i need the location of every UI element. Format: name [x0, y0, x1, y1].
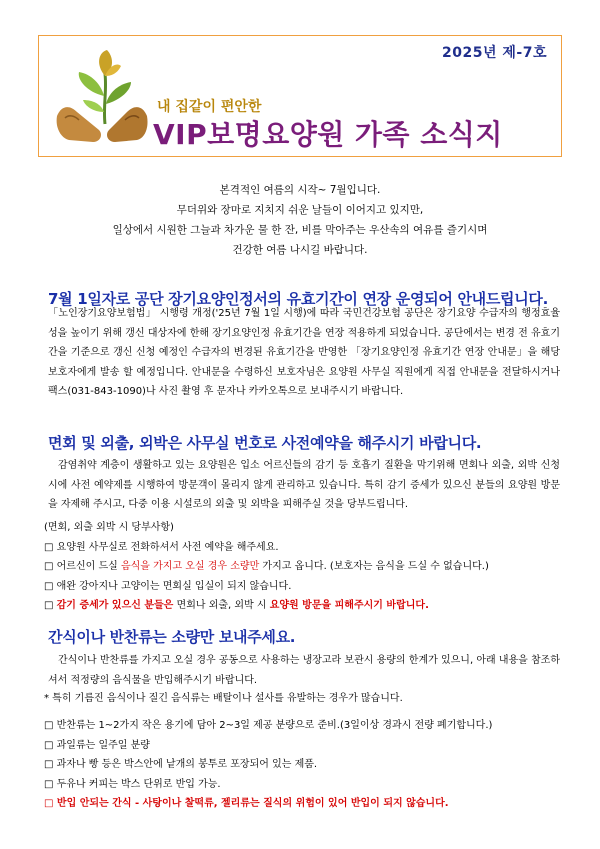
greeting-line: 건강한 여름 나시길 바랍니다.: [232, 244, 368, 256]
section-title-visit: 면회 및 외출, 외박은 사무실 번호로 사전예약을 해주시기 바랍니다.: [48, 434, 482, 452]
greeting: [40, 180, 560, 260]
snack-note: [44, 689, 564, 709]
list-item-warning: □ 반입 안되는 간식 - 사탕이나 찰떡류, 젤리류는 질식의 위험이 있어 반입이 되지 않습니다.: [44, 798, 449, 809]
greeting-line: 본격적인 여름의 시작~ 7월입니다.: [219, 184, 381, 196]
highlight-text: 요양원 방문을 피해주시기 바랍니다.: [269, 600, 429, 611]
newsletter-header: [38, 35, 562, 157]
note-text: * 특히 기름진 음식이나 질긴 음식류는 배탈이나 설사를 유발하는 경우가 많습니다.: [44, 693, 403, 704]
list-item: □ 감기 증세가 있으신 분들은 면회나 외출, 외박 시 요양원 방문을 피해주시기 바랍니다.: [44, 600, 429, 611]
list-item: □ 애완 강아지나 고양이는 면회실 입실이 되지 않습니다.: [44, 580, 292, 592]
slogan: 내 집같이 편안한: [157, 99, 262, 115]
list-item: □ 두유나 커피는 박스 단위로 반입 가능.: [44, 778, 221, 790]
section-body-validity: 「노인장기요양보험법」 시행령 개정('25년 7월 1일 시행)에 따라 국민건강보험 공단은 장기요양 수급자의 행정효율성을 높이기 위해 갱신 대상자에 한해 장기요양인정 유효기간을 연장 적용하게 되었습니다. 공단에서는 변경 전 유효기간을 기준으로 갱신 신청 예정인 수급자의 변경된 유효기간을 반영한 「장기요양인정 유효기간 연장 안내문」을 해당 보호자에게 발송 할 예정입니다. 안내문을 수령하신 보호자님은 요양원 사무실 직원에게 직접 안내문을 전달하시거나 팩스(031-843-1090)나 사진 촬영 후 문자나 카카오톡으로 보내주시기 바랍니다.: [48, 308, 560, 397]
section-body-snacks: 간식이나 반찬류를 가지고 오실 경우 공동으로 사용하는 냉장고라 보관시 용량의 한계가 있으니, 아래 내용을 참조하셔서 적정량의 음식물을 반입해주시기 바랍니다.: [48, 655, 560, 686]
greeting-line: 무더위와 장마로 지치지 쉬운 날들이 이어지고 있지만,: [176, 204, 424, 216]
greeting-line: 일상에서 시원한 그늘과 차가운 물 한 잔, 비를 막아주는 우산속의 여유를 즐기시며: [112, 224, 488, 236]
list-item: □ 반찬류는 1~2가지 작은 용기에 담아 2~3일 제공 분량으로 준비.(3일이상 경과시 전량 폐기합니다.): [44, 720, 493, 731]
title-main: VIP보명요양원: [153, 118, 345, 151]
list-heading: (면회, 외출 외박 시 당부사항): [44, 522, 174, 533]
list-item: □ 과일류는 일주일 분량: [44, 739, 150, 751]
list-item: □ 과자나 빵 등은 박스안에 낱개의 봉투로 포장되어 있는 제품.: [44, 759, 318, 770]
list-item: □ 어르신이 드실 음식을 가지고 오실 경우 소량만 가지고 옵니다. (보호자는 음식을 드실 수 없습니다.): [44, 561, 489, 572]
highlight-text: 감기 증세가 있으신 분들은: [56, 600, 174, 611]
list-item: □ 요양원 사무실로 전화하셔서 사전 예약을 해주세요.: [44, 541, 279, 553]
section-title-snacks: 간식이나 반찬류는 소량만 보내주세요.: [48, 628, 296, 646]
section-title-validity: 7월 1일자로 공단 장기요양인정서의 유효기간이 연장 운영되어 안내드립니다.: [48, 290, 549, 308]
logo-hands-plant-icon: [47, 46, 157, 150]
section-body-visit: 감염취약 계층이 생활하고 있는 요양원은 입소 어르신들의 감기 등 호흡기 질환을 막기위해 면회나 외출, 외박 신청시에 사전 예약제를 시행하여 방문객이 몰리지 않게 관리하고 있습니다. 특히 감기 증세가 있으신 분들의 요양원 방문을 자제해 주시고, 다중 이용 시설로의 외출 및 외박을 피해주실 것을 당부드립니다.: [48, 460, 560, 510]
visit-guidelines-list: [44, 518, 564, 616]
snack-guidelines-list: [44, 716, 564, 814]
highlight-text: 음식을 가지고 오실 경우 소량만: [120, 561, 260, 572]
issue-number: 2025년 제-7호: [442, 45, 547, 61]
newsletter-title: [153, 113, 503, 153]
title-sub: 가족 소식지: [354, 118, 503, 151]
